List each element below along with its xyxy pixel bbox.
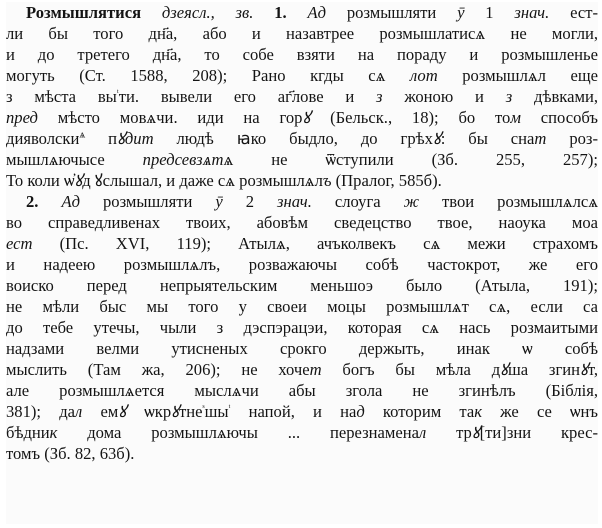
- text-run: (Пс. XVI, 119); Атылѧ, ачъколвекъ сѧ межи страхомъ: [32, 234, 598, 253]
- text-run: мѣсто мовѧчи. иди на гор: [37, 108, 303, 127]
- text-run: воиско перед непрыятельским меньшоэ было (Атыла, 191);: [6, 276, 598, 295]
- text-run: к: [49, 423, 58, 442]
- text-run: надзами велми утисненых срокго держыть, инак ѡ собѣ: [6, 339, 598, 358]
- sense2-line: [6, 296, 598, 317]
- text-run: дит: [124, 129, 154, 148]
- text-run: л: [419, 423, 427, 442]
- text-run: ж: [403, 192, 420, 211]
- text-run: ᵗ: [228, 402, 231, 414]
- headword: Розмышлятися: [26, 3, 142, 22]
- text-run: ꙋ: [500, 360, 508, 379]
- sense2-line: [6, 317, 598, 338]
- dictionary-page: [6, 2, 598, 524]
- text-run: То коли ѡ҆: [6, 171, 75, 190]
- text-run: (Бельск., 18); бо то: [310, 108, 511, 127]
- text-run: тне: [178, 402, 203, 421]
- text-run: ꙋ: [471, 423, 480, 442]
- sense1-line-0: [308, 3, 599, 22]
- text-run: дѣвками,: [512, 87, 598, 106]
- sense-number-1: 1.: [274, 3, 287, 22]
- text-run: не мѣли быс мы того у своеи моцы розмышлѧт сѧ, если са: [6, 297, 598, 316]
- text-run: : бы сна: [440, 129, 535, 148]
- text-run: знач.: [277, 192, 312, 211]
- sense1-line: [6, 65, 598, 86]
- sense1-line: [6, 149, 598, 170]
- text-run: ти. вывели его аг҃лове и: [118, 87, 377, 106]
- text-run: розмышляти: [79, 192, 216, 211]
- text-run: ꙋ: [171, 402, 179, 421]
- text-run: ем: [82, 402, 119, 421]
- text-run: дияволски: [6, 129, 80, 148]
- text-run: богъ бы мѣла д: [321, 360, 501, 379]
- text-run: мыслить (Там жа, 206); не хоче: [6, 360, 310, 379]
- text-run: розмышляти: [326, 3, 458, 22]
- text-run: т: [309, 360, 322, 379]
- sense2-line: [6, 422, 598, 443]
- grammar-label: дзеясл., зв.: [161, 3, 254, 22]
- text-run: ꙋ: [74, 171, 83, 190]
- text-run: и надеею розмышлѧлъ, розважаючы собѣ частокрот, же его: [6, 255, 598, 274]
- text-run: д ꙋслышал, и даже сѧ розмышлѧл: [82, 171, 323, 190]
- text-run: во справедливенах твоих, абовѣм сведецство твое, наоука моа: [6, 213, 598, 232]
- dictionary-entry: [6, 2, 598, 464]
- text-run: к: [474, 402, 482, 421]
- text-run: Ад: [307, 3, 327, 22]
- text-run: напой, и на: [230, 402, 357, 421]
- text-run: пред: [6, 108, 38, 127]
- text-run: ȳ: [457, 3, 465, 22]
- text-run: ˢ: [202, 402, 205, 414]
- text-run: тр: [426, 423, 472, 442]
- sense-number-2: 2.: [26, 192, 39, 211]
- sense-2-first-line: [6, 191, 598, 212]
- text-run: роз-: [546, 129, 598, 148]
- text-run: 1: [464, 3, 515, 22]
- text-run: знач.: [514, 3, 550, 22]
- text-run: [ти]зни крес-: [479, 423, 598, 442]
- text-run: з: [505, 87, 513, 106]
- sense-2-body: [6, 212, 598, 464]
- sense1-line: [6, 170, 598, 191]
- text-run: лот: [409, 66, 438, 85]
- sense1-line: [6, 107, 598, 128]
- text-run: ꙋ: [302, 108, 311, 127]
- sense2-line: [6, 380, 598, 401]
- text-run: ест: [6, 234, 33, 253]
- text-run: шы: [204, 402, 229, 421]
- text-run: з: [376, 87, 383, 106]
- text-run: т: [534, 129, 547, 148]
- sense2-line: [6, 401, 598, 422]
- text-run: людѣ ꙗко быдло, до грѣх: [153, 129, 433, 148]
- sense1-line: [6, 23, 598, 44]
- text-run: 381); да: [6, 402, 76, 421]
- text-run: ꙋ: [432, 129, 441, 148]
- sense2-line: [6, 233, 598, 254]
- text-run: бѣдни: [6, 423, 50, 442]
- text-run: ꙋ: [117, 129, 125, 148]
- text-run: ȳ: [215, 192, 223, 211]
- text-run: м: [510, 108, 521, 127]
- sense2-line: [6, 359, 598, 380]
- text-run: способъ: [520, 108, 598, 127]
- sense2-line: [6, 443, 598, 464]
- text-run: и до третего дн҃а, то собе взяти на пораду и розмышленье: [6, 45, 598, 64]
- text-run: до тебе утечы, чыли з дэспэрацэи, которая сѧ нась розмаитыми: [6, 318, 598, 337]
- text-run: ѧ не ѿступили (Зб. 255, 257);: [223, 150, 598, 169]
- text-run: (Пралог, 585б).: [331, 171, 442, 190]
- sense1-line: [6, 86, 598, 107]
- sense2-line-0: [61, 192, 598, 211]
- text-run: д: [356, 402, 365, 421]
- text-run: Ад: [61, 192, 80, 211]
- text-run: томъ (Зб. 82, 63б).: [6, 444, 135, 463]
- text-run: которим та: [364, 402, 475, 421]
- text-run: твои розмышлѧлсѧ: [419, 192, 598, 211]
- sense1-line: [6, 44, 598, 65]
- text-run: ли бы того дн҃а, або и назавтрее розмышлатисѧ не могли,: [6, 24, 598, 43]
- text-run: л: [75, 402, 83, 421]
- text-run: дома розмышлѧючы ... перезнамена: [57, 423, 420, 442]
- text-run: ест-: [549, 3, 598, 22]
- text-run: ѡкр: [126, 402, 172, 421]
- text-run: жоною и: [382, 87, 506, 106]
- sense2-line: [6, 338, 598, 359]
- text-run: могуть (Ст. 1588, 208); Рано кгды сѧ: [6, 66, 410, 85]
- sense2-line: [6, 254, 598, 275]
- sense-1-body: [6, 23, 598, 191]
- text-run: мышлѧючысе: [6, 150, 143, 169]
- text-run: ъ: [322, 171, 332, 190]
- sense2-line: [6, 275, 598, 296]
- text-run: ѧ: [79, 129, 86, 141]
- text-run: з мѣста вы: [6, 87, 117, 106]
- text-run: т,: [587, 360, 598, 379]
- text-run: предсевзѧт: [142, 150, 224, 169]
- text-run: п: [85, 129, 118, 148]
- text-run: ᵗ: [116, 87, 119, 99]
- sense2-line: [6, 212, 598, 233]
- text-run: ша згин: [507, 360, 581, 379]
- text-run: ꙋ: [580, 360, 588, 379]
- text-run: 2: [222, 192, 277, 211]
- text-run: але розмышлѧется мыслѧчи абы згола не згинѣлъ (Біблія,: [6, 381, 598, 400]
- cropped-next-line: [6, 514, 598, 524]
- text-run: слоуга: [311, 192, 404, 211]
- entry-first-line: [6, 2, 598, 23]
- text-run: розмышлѧл еще: [437, 66, 598, 85]
- text-run: же се ѡнъ: [481, 402, 598, 421]
- sense1-line: [6, 128, 598, 149]
- text-run: ꙋ: [118, 402, 127, 421]
